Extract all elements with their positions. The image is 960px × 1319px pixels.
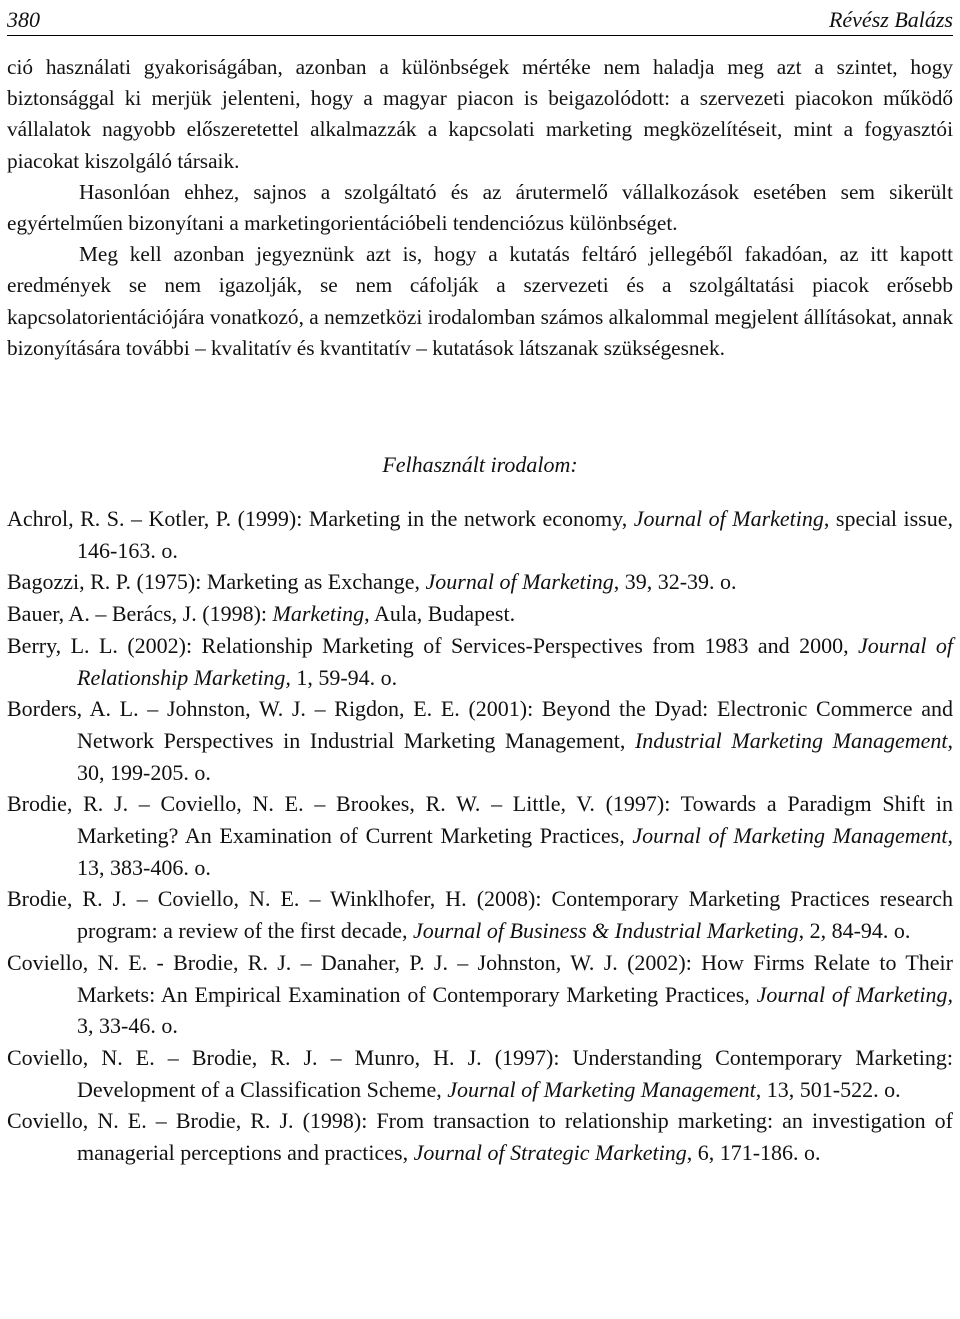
reference-text: Coviello, N. E. – Brodie, R. J. – Munro, H. J. (1997): Understanding Contemporary Marketing: Development of a Classification Scheme, bbox=[7, 1044, 953, 1102]
reference-item bbox=[7, 693, 953, 788]
paragraph: Hasonlóan ehhez, sajnos a szolgáltató és az árutermelő vállalkozások esetében sem sikerült egyértelműen bizonyítani a marketingorientációbeli tendenciózus különbséget. bbox=[7, 179, 953, 236]
page bbox=[7, 0, 953, 1169]
reference-item bbox=[7, 1105, 953, 1168]
reference-details: 1, 59-94. o. bbox=[290, 664, 398, 690]
reference-journal: Journal of Relationship Marketing, bbox=[77, 632, 953, 690]
reference-details: 3, 33-46. o. bbox=[77, 1013, 178, 1039]
reference-item bbox=[7, 1042, 953, 1105]
reference-list bbox=[7, 503, 953, 1169]
reference-item bbox=[7, 598, 953, 630]
reference-details: , 2, 84-94. o. bbox=[798, 918, 911, 944]
reference-journal: Journal of Marketing Management bbox=[447, 1076, 756, 1102]
reference-details: , 13, 501-522. o. bbox=[755, 1076, 901, 1102]
reference-item bbox=[7, 788, 953, 883]
reference-journal: Journal of Marketing bbox=[425, 569, 614, 595]
reference-journal: Journal of Marketing Management bbox=[632, 823, 948, 849]
reference-details: , 39, 32-39. o. bbox=[613, 569, 737, 595]
reference-details: , 30, 199-205. o. bbox=[77, 727, 953, 785]
reference-text: Achrol, R. S. – Kotler, P. (1999): Marketing in the network economy, bbox=[7, 506, 634, 532]
reference-item bbox=[7, 947, 953, 1042]
references-heading: Felhasznált irodalom: bbox=[382, 452, 578, 478]
reference-text: Coviello, N. E. - Brodie, R. J. – Danaher, P. J. – Johnston, W. J. (2002): How Firms Relate to Their Markets: An Empirical Examination of Contemporary Marketing Practices, bbox=[7, 949, 953, 1007]
paragraph: Meg kell azonban jegyeznünk azt is, hogy a kutatás feltáró jellegéből fakadóan, az itt kapott eredmények se nem igazolják, se nem cáfolják a szervezeti és a szolgáltatási piacok erősebb kapcsolatorientációjára vonatkozó, a nemzetközi irodalomban számos alkalommal megjelent állításokat, annak bizonyítására további – kvalitatív és kvantitatív – kutatások látszanak szükségesnek. bbox=[7, 242, 953, 360]
running-head bbox=[7, 0, 953, 36]
reference-journal: Journal of Business & Industrial Marketing bbox=[412, 918, 799, 944]
reference-text: Bagozzi, R. P. (1975): Marketing as Exchange, bbox=[7, 569, 426, 595]
reference-details: , 6, 171-186. o. bbox=[686, 1140, 821, 1166]
reference-text: Brodie, R. J. – Coviello, N. E. – Brookes, R. W. – Little, V. (1997): Towards a Paradigm Shift in Marketing? An Examination of Current Marketing Practices, bbox=[7, 791, 953, 849]
reference-text: Bauer, A. – Berács, J. (1998): bbox=[7, 601, 273, 627]
reference-journal: Marketing bbox=[272, 601, 365, 627]
reference-item bbox=[7, 503, 953, 566]
body-text bbox=[7, 52, 953, 364]
reference-journal: Industrial Marketing Management bbox=[634, 727, 948, 753]
paragraph: ció használati gyakoriságában, azonban a különbségek mértéke nem haladja meg azt a szintet, hogy biztonsággal ki merjük jelenteni, hogy a magyar piacon is beigazolódott: a szervezeti piacokon működő vállalatok nagyobb előszeretettel alkalmazzák a kapcsolati marketing megközelítéseit, mint a fogyasztói piacokat kiszolgáló társaik. bbox=[7, 55, 953, 173]
reference-item bbox=[7, 883, 953, 946]
reference-journal: Journal of Marketing bbox=[633, 506, 824, 532]
reference-details: , special issue, 146-163. o. bbox=[77, 506, 953, 563]
reference-text: Borders, A. L. – Johnston, W. J. – Rigdon, E. E. (2001): Beyond the Dyad: Electronic Commerce and Network Perspectives in Industrial Marketing Management, bbox=[7, 696, 953, 753]
reference-item bbox=[7, 630, 953, 693]
running-head-author: Révész Balázs bbox=[828, 7, 953, 32]
reference-details: , 13, 383-406. o. bbox=[77, 823, 953, 880]
reference-text: Berry, L. L. (2002): Relationship Marketing of Services-Perspectives from 1983 and 2000, bbox=[7, 632, 859, 658]
reference-journal: Journal of Strategic Marketing bbox=[413, 1140, 687, 1166]
reference-item bbox=[7, 566, 953, 598]
page-number: 380 bbox=[7, 7, 40, 32]
reference-text: Coviello, N. E. – Brodie, R. J. (1998): From transaction to relationship marketing: an investigation of managerial perceptions and practices, bbox=[7, 1108, 953, 1166]
reference-details: , Aula, Budapest. bbox=[364, 601, 516, 627]
reference-journal: Journal of Marketing, bbox=[756, 981, 953, 1007]
reference-text: Brodie, R. J. – Coviello, N. E. – Winklhofer, H. (2008): Contemporary Marketing Practices research program: a review of the first decade, bbox=[7, 886, 953, 944]
